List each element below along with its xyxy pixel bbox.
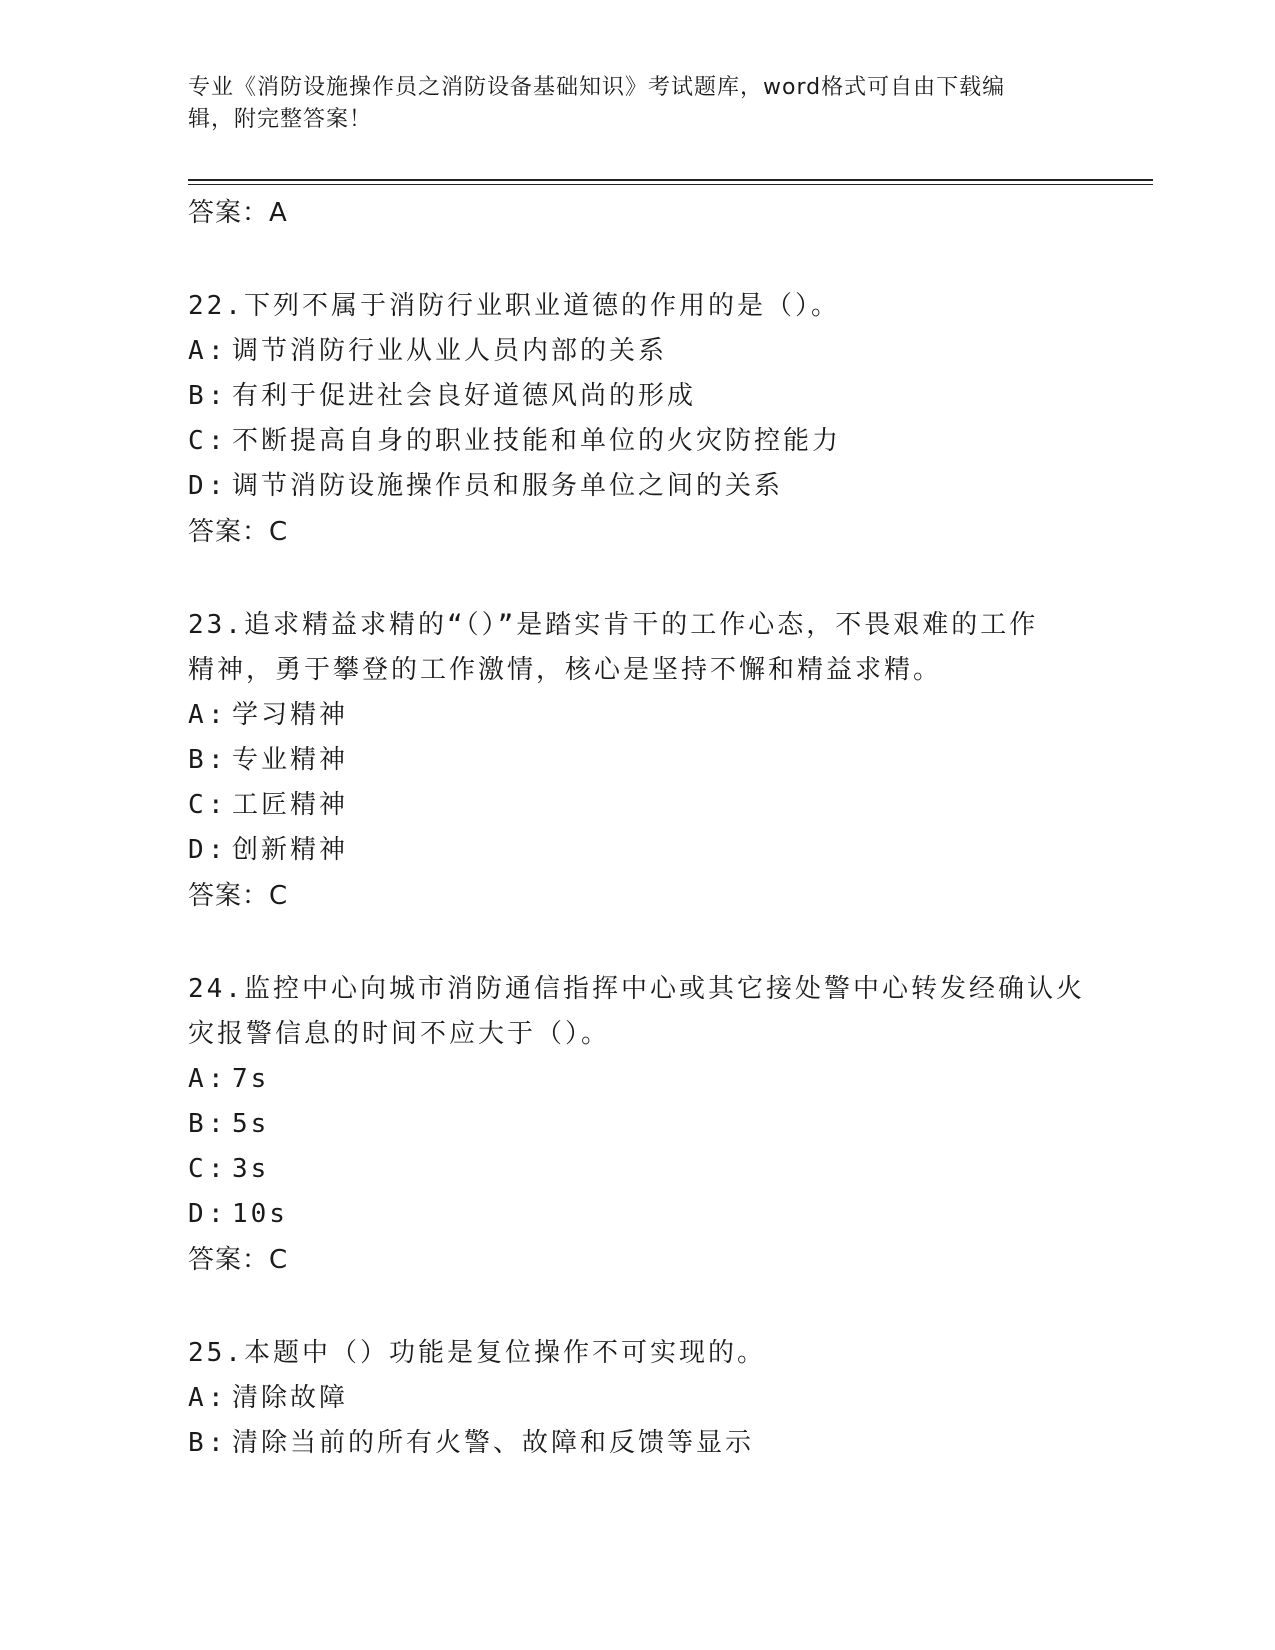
option-text: 10s [232,1199,288,1229]
question-block [188,284,1088,555]
question-text: 23.追求精益求精的“（）”是踏实肯干的工作心态，不畏艰难的工作 精神，勇于攀登的工作激情，核心是坚持不懈和精益求精。 [188,610,1039,685]
option-text: 有利于促进社会良好道德风尚的形成 [232,381,697,411]
question-text: 25.本题中（）功能是复位操作不可实现的。 [188,1338,766,1368]
option-letter: C [188,790,207,820]
answer-value: A [269,198,288,228]
option-item: A: 调节消防行业从业人员内部的关系 [188,329,1088,374]
answer-line [188,1237,1088,1283]
option-text: 3s [232,1154,270,1184]
option-text: 7s [232,1064,270,1094]
option-item: C: 工匠精神 [188,783,1088,828]
answer-line [188,873,1088,919]
option-item: B: 5s [188,1102,1088,1147]
answer-line [188,190,1088,236]
option-letter: B [188,1109,207,1139]
answer-value: C [269,1245,289,1275]
option-text: 不断提高自身的职业技能和单位的火灾防控能力 [232,426,842,456]
question-text: 24.监控中心向城市消防通信指挥中心或其它接处警中心转发经确认火 灾报警信息的时间不应大于（）。 [188,974,1085,1049]
question-block [188,1331,1088,1466]
option-letter: D [188,835,207,865]
option-letter: A [188,700,207,730]
option-letter: D [188,1199,207,1229]
option-letter: C [188,1154,207,1184]
option-letter: B [188,381,207,411]
option-text: 学习精神 [232,700,349,730]
option-text: 清除故障 [232,1383,349,1413]
option-text: 专业精神 [232,745,349,775]
answer-label: 答案： [188,198,270,228]
option-letter: B [188,1428,207,1458]
option-text: 工匠精神 [232,790,349,820]
header-line-1: 专业《消防设施操作员之消防设备基础知识》考试题库，word格式可自由下载编 [188,75,1006,100]
option-item: B: 专业精神 [188,738,1088,783]
answer-value: C [269,881,289,911]
question-text: 22.下列不属于消防行业职业道德的作用的是（）。 [188,291,840,321]
option-text: 调节消防行业从业人员内部的关系 [232,336,668,366]
option-text: 清除当前的所有火警、故障和反馈等显示 [232,1428,755,1458]
answer-line [188,509,1088,555]
option-item: C: 不断提高自身的职业技能和单位的火灾防控能力 [188,419,1088,464]
option-text: 5s [232,1109,270,1139]
question-number: 24. [188,974,244,1004]
option-item: A: 学习精神 [188,693,1088,738]
question-number: 22. [188,291,244,321]
header-line-2: 辑，附完整答案！ [188,107,373,132]
question-number: 25. [188,1338,244,1368]
document-header [188,72,1068,136]
option-text: 调节消防设施操作员和服务单位之间的关系 [232,471,784,501]
option-item: D: 创新精神 [188,828,1088,873]
option-item: B: 清除当前的所有火警、故障和反馈等显示 [188,1421,1088,1466]
option-letter: A [188,336,207,366]
option-item: D: 10s [188,1192,1088,1237]
question-block [188,967,1088,1283]
answer-value: C [269,517,289,547]
answer-label: 答案： [188,1245,270,1275]
option-item: A: 7s [188,1057,1088,1102]
question-block [188,603,1088,919]
answer-label: 答案： [188,881,270,911]
option-text: 创新精神 [232,835,349,865]
option-item: C: 3s [188,1147,1088,1192]
answer-label: 答案： [188,517,270,547]
option-item: A: 清除故障 [188,1376,1088,1421]
question-list [188,190,1088,1466]
option-letter: A [188,1383,207,1413]
option-letter: B [188,745,207,775]
option-letter: A [188,1064,207,1094]
option-letter: C [188,426,207,456]
question-number: 23. [188,610,244,640]
header-divider-thick [188,179,1153,181]
option-letter: D [188,471,207,501]
option-item: B: 有利于促进社会良好道德风尚的形成 [188,374,1088,419]
header-divider-thin [188,184,1153,185]
option-item: D: 调节消防设施操作员和服务单位之间的关系 [188,464,1088,509]
